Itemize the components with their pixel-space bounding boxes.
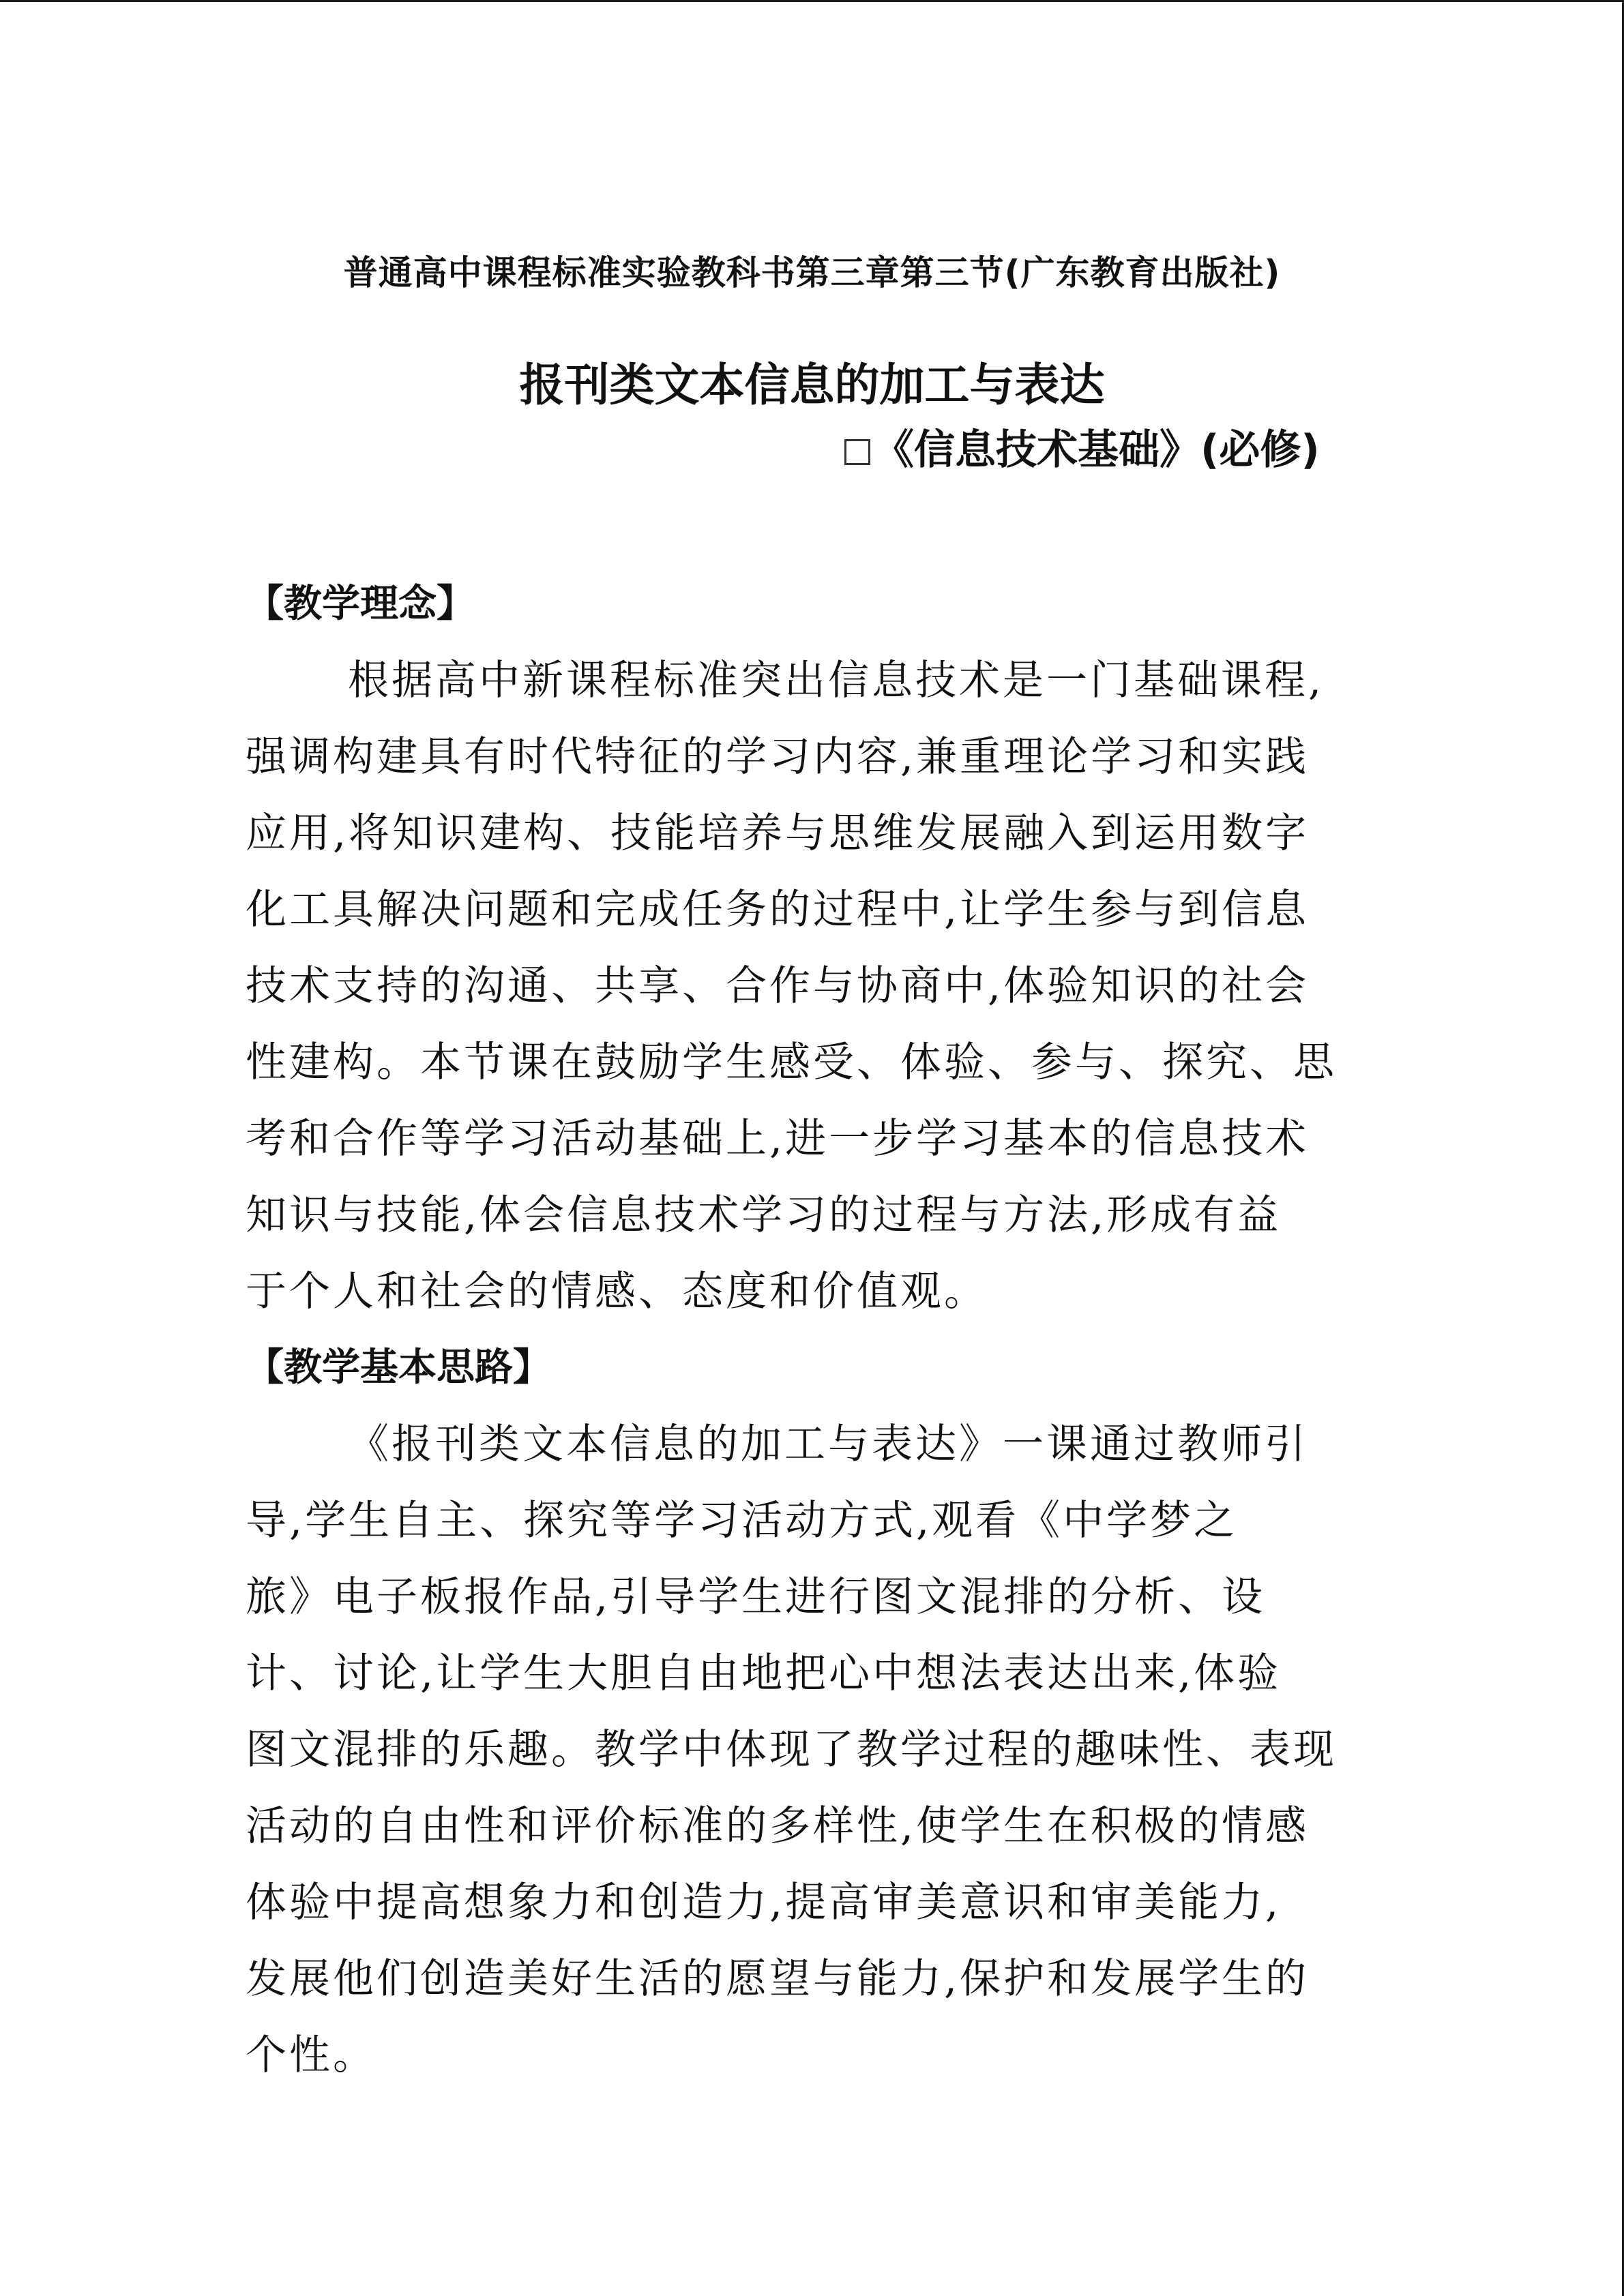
document-header: 普通高中课程标准实验教科书第三章第三节(广东教育出版社) [343,253,1281,293]
paragraph-line: 技术支持的沟通、共享、合作与协商中,体验知识的社会 [246,962,1310,1010]
paragraph-line: 旅》电子板报作品,引导学生进行图文混排的分析、设 [246,1573,1266,1621]
section-heading-teaching-approach: 【教学基本思路】 [246,1345,551,1390]
paragraph-line: 强调构建具有时代特征的学习内容,兼重理论学习和实践 [246,733,1310,781]
paragraph-line: 考和合作等学习活动基础上,进一步学习基本的信息技术 [246,1115,1310,1163]
subtitle-text: 《信息技术基础》(必修) [873,426,1320,474]
paragraph-line: 《报刊类文本信息的加工与表达》一课通过教师引 [348,1420,1308,1468]
document-subtitle [844,421,1320,479]
section-heading-teaching-philosophy: 【教学理念】 [246,582,475,626]
paragraph-line: 于个人和社会的情感、态度和价值观。 [246,1268,988,1315]
paragraph-line: 个性。 [246,2031,377,2079]
paragraph-line: 体验中提高想象力和创造力,提高审美意识和审美能力, [246,1879,1282,1926]
checkbox-square-icon [844,439,870,465]
paragraph-line: 导,学生自主、探究等学习活动方式,观看《中学梦之 [246,1497,1238,1545]
page-border-top [0,0,1624,2]
document-body [246,566,1344,2093]
paragraph-line: 根据高中新课程标准突出信息技术是一门基础课程, [348,657,1325,704]
paragraph-line: 性建构。本节课在鼓励学生感受、体验、参与、探究、思 [246,1039,1337,1086]
paragraph-line: 知识与技能,体会信息技术学习的过程与方法,形成有益 [246,1191,1282,1239]
paragraph-line: 计、讨论,让学生大胆自由地把心中想法表达出来,体验 [246,1650,1282,1697]
paragraph-line: 图文混排的乐趣。教学中体现了教学过程的趣味性、表现 [246,1726,1337,1774]
paragraph-line: 化工具解决问题和完成任务的过程中,让学生参与到信息 [246,886,1310,934]
paragraph-line: 应用,将知识建构、技能培养与思维发展融入到运用数字 [246,809,1310,857]
document-title: 报刊类文本信息的加工与表达 [519,359,1105,411]
paragraph-line: 发展他们创造美好生活的愿望与能力,保护和发展学生的 [246,1955,1310,2003]
paragraph-line: 活动的自由性和评价标准的多样性,使学生在积极的情感 [246,1802,1310,1850]
